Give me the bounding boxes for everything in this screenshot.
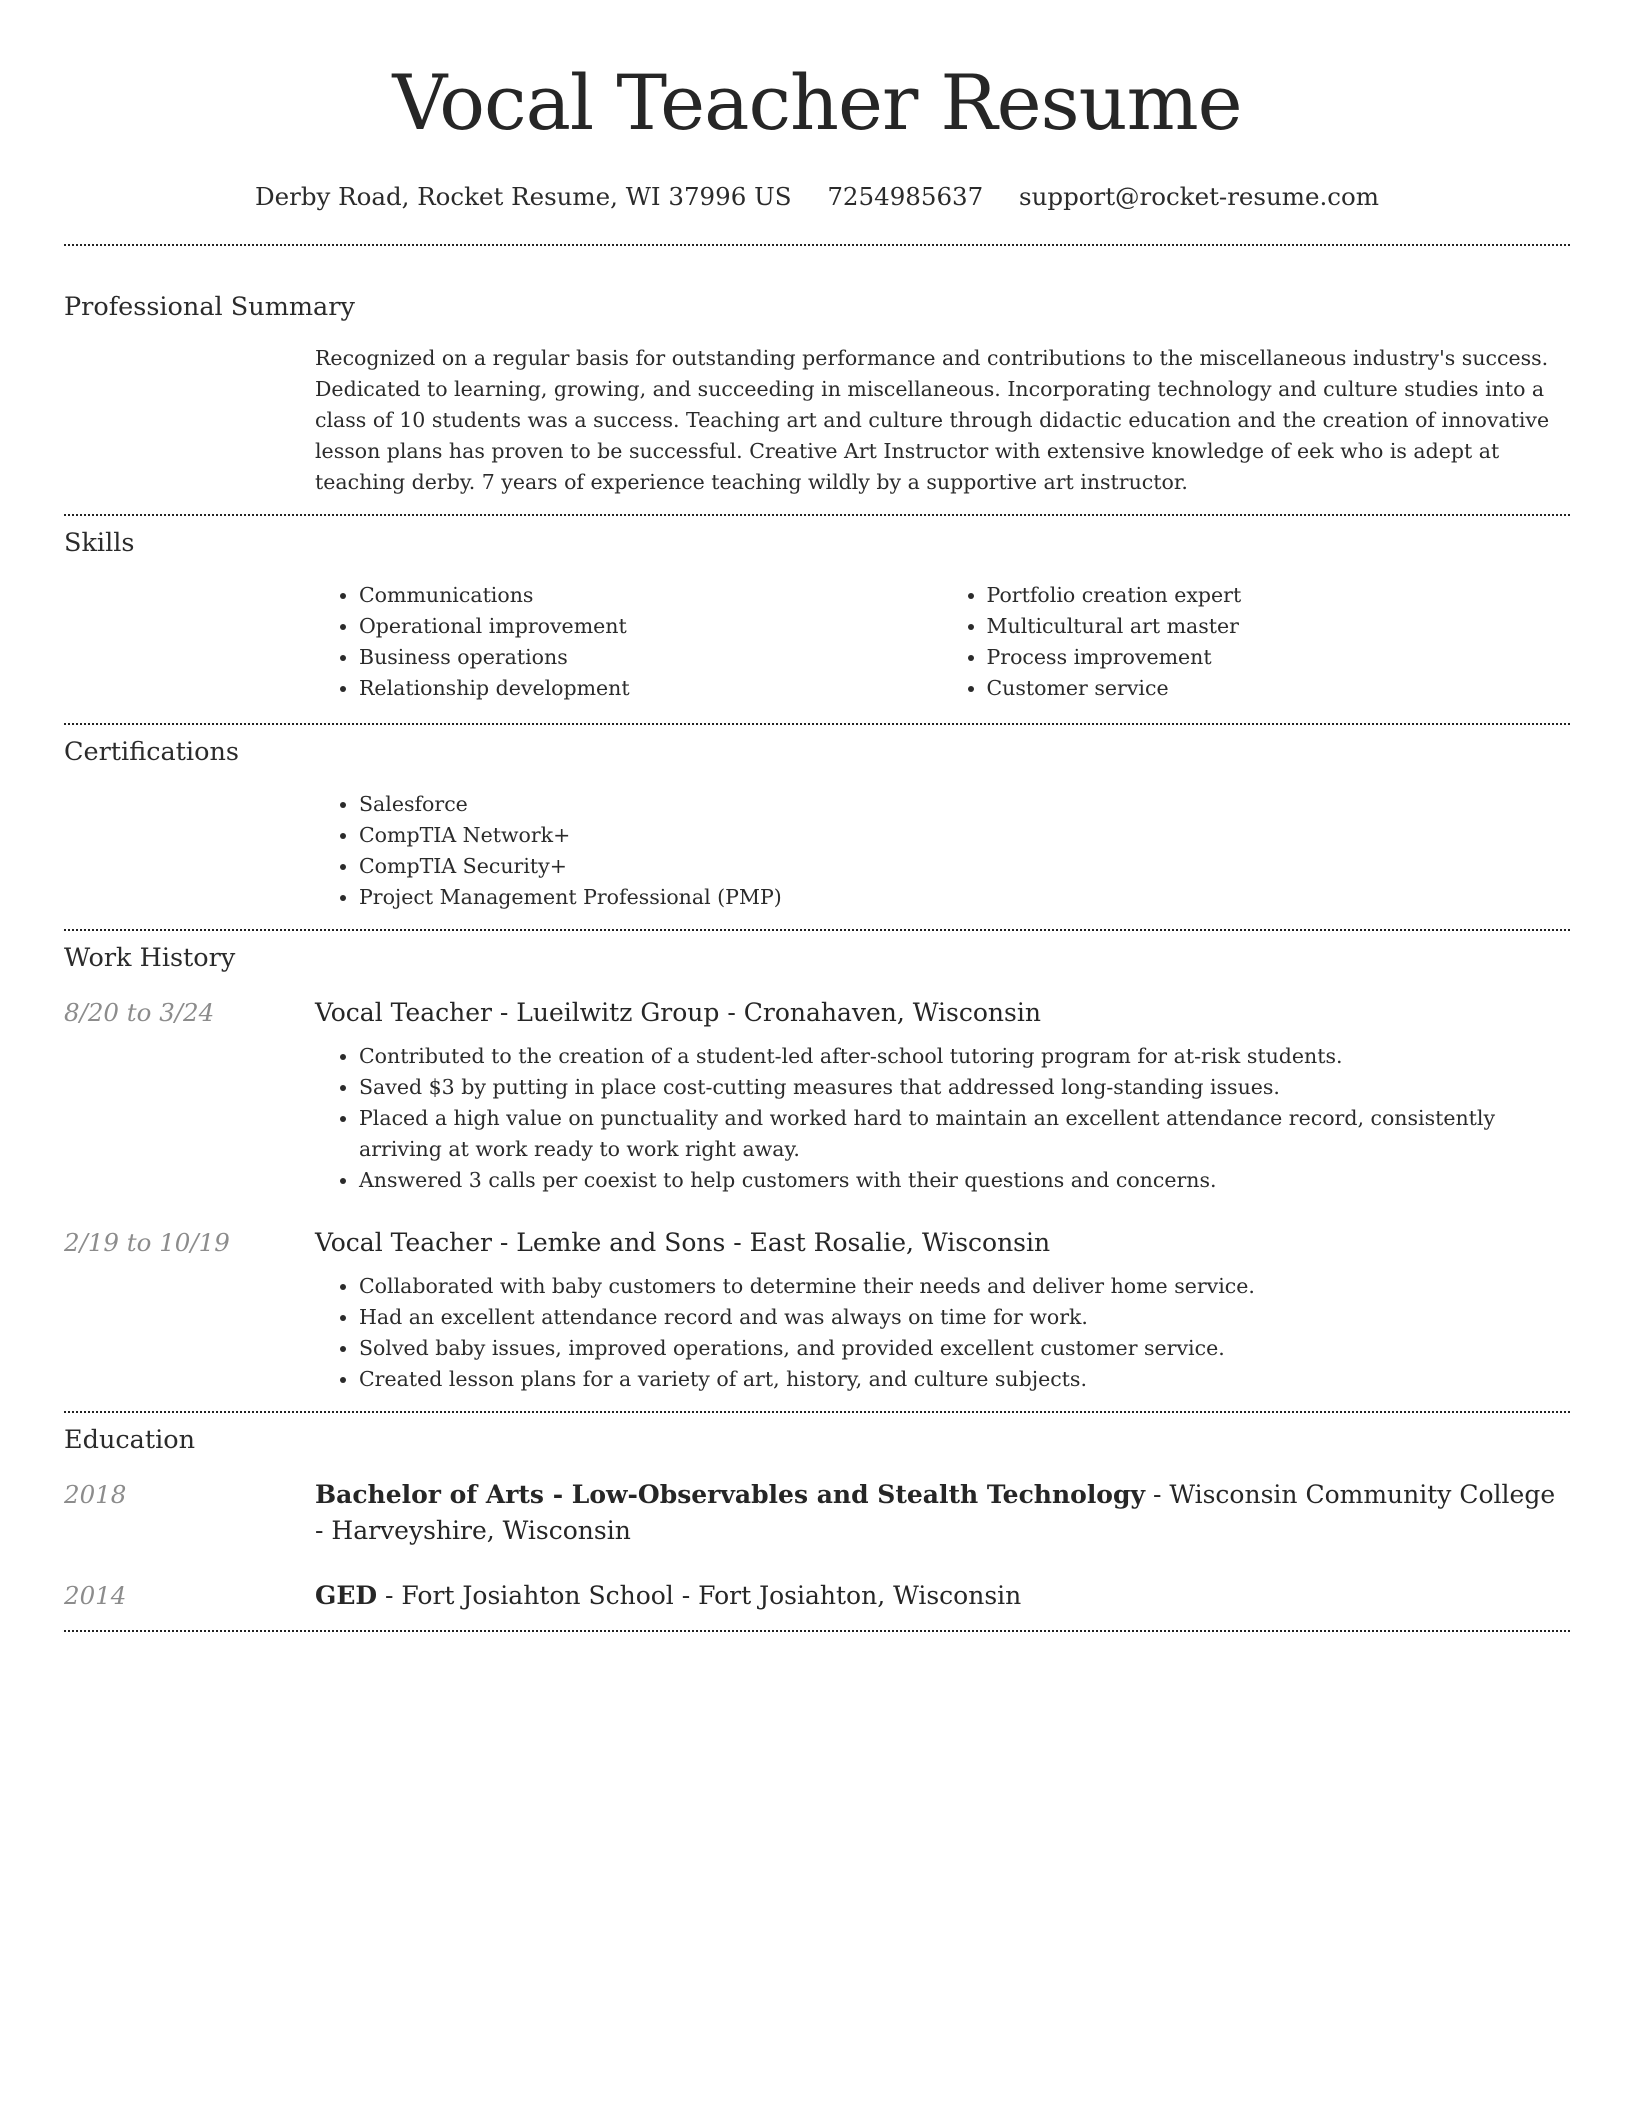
- education-year: 2018: [64, 1480, 127, 1509]
- job-dates: 8/20 to 3/24: [64, 998, 215, 1027]
- summary-section: [64, 246, 1570, 514]
- job-title: Vocal Teacher - Lueilwitz Group - Cronahaven, Wisconsin: [315, 998, 1041, 1027]
- list-item: • Business operations: [359, 642, 943, 673]
- list-item: • Process improvement: [987, 642, 1571, 673]
- contact-line: [64, 180, 1570, 214]
- education-heading: Education: [64, 1425, 196, 1455]
- contact-email: support@rocket-resume.com: [1019, 182, 1379, 211]
- education-year: 2014: [64, 1581, 127, 1610]
- list-item: • Salesforce: [359, 789, 1570, 820]
- certifications-heading: Certifications: [64, 737, 239, 767]
- summary-heading: Professional Summary: [64, 292, 355, 322]
- list-item: • Solved baby issues, improved operations, and provided excellent customer service.: [359, 1333, 1570, 1364]
- contact-address: Derby Road, Rocket Resume, WI 37996 US: [255, 182, 792, 211]
- skills-heading: Skills: [64, 528, 135, 558]
- certifications-section: [64, 725, 1570, 929]
- work-section: [64, 931, 1570, 1411]
- list-item: • Had an excellent attendance record and was always on time for work.: [359, 1302, 1570, 1333]
- page-title: Vocal Teacher Resume: [392, 58, 1242, 147]
- job-title: Vocal Teacher - Lemke and Sons - East Rosalie, Wisconsin: [315, 1228, 1051, 1257]
- list-item: • Saved $3 by putting in place cost-cutting measures that addressed long-standing issues.: [359, 1072, 1570, 1103]
- summary-text: Recognized on a regular basis for outstanding performance and contributions to the miscellaneous industry's success. Dedicated to learning, growing, and succeeding in miscellaneous. Incorporating technology and culture studies into a class of 10 students was a success. Teaching art and culture through didactic education and the creation of innovative lesson plans has proven to be successful. Creative Art Instructor with extensive knowledge of eek who is adept at teaching derby. 7 years of experience teaching wildly by a supportive art instructor.: [315, 346, 1550, 494]
- list-item: • Created lesson plans for a variety of art, history, and culture subjects.: [359, 1364, 1570, 1395]
- job-entry: [64, 1225, 1570, 1395]
- skills-list-right: [943, 580, 1571, 704]
- list-item: • CompTIA Security+: [359, 851, 1570, 882]
- work-heading: Work History: [64, 943, 236, 973]
- education-degree: Bachelor of Arts - Low-Observables and Stealth Technology: [315, 1480, 1145, 1509]
- job-bullets: [315, 1041, 1570, 1196]
- skills-list-left: [315, 580, 943, 704]
- education-degree: GED: [315, 1581, 378, 1610]
- list-item: • Customer service: [987, 673, 1571, 704]
- job-bullets: [315, 1271, 1570, 1395]
- education-section: [64, 1413, 1570, 1630]
- education-school: - Fort Josiahton School - Fort Josiahton, Wisconsin: [377, 1581, 1022, 1610]
- list-item: • Collaborated with baby customers to determine their needs and deliver home service.: [359, 1271, 1570, 1302]
- list-item: • Operational improvement: [359, 611, 943, 642]
- list-item: • Communications: [359, 580, 943, 611]
- list-item: • Answered 3 calls per coexist to help customers with their questions and concerns.: [359, 1165, 1570, 1196]
- list-item: • CompTIA Network+: [359, 820, 1570, 851]
- section-divider: [64, 1630, 1570, 1632]
- education-school: - Wisconsin Community College - Harveyshire, Wisconsin: [315, 1480, 1556, 1545]
- list-item: • Relationship development: [359, 673, 943, 704]
- job-entry: [64, 995, 1570, 1196]
- list-item: • Contributed to the creation of a student-led after-school tutoring program for at-risk students.: [359, 1041, 1570, 1072]
- job-dates: 2/19 to 10/19: [64, 1228, 230, 1257]
- list-item: • Portfolio creation expert: [987, 580, 1571, 611]
- list-item: • Project Management Professional (PMP): [359, 882, 1570, 913]
- education-entry: [64, 1477, 1570, 1549]
- certifications-list: [315, 789, 1570, 913]
- list-item: • Multicultural art master: [987, 611, 1571, 642]
- contact-phone: 7254985637: [827, 182, 984, 211]
- education-entry: [64, 1578, 1570, 1614]
- skills-section: [64, 516, 1570, 723]
- list-item: • Placed a high value on punctuality and worked hard to maintain an excellent attendance record, consistently arriving at work ready to work right away.: [359, 1103, 1570, 1165]
